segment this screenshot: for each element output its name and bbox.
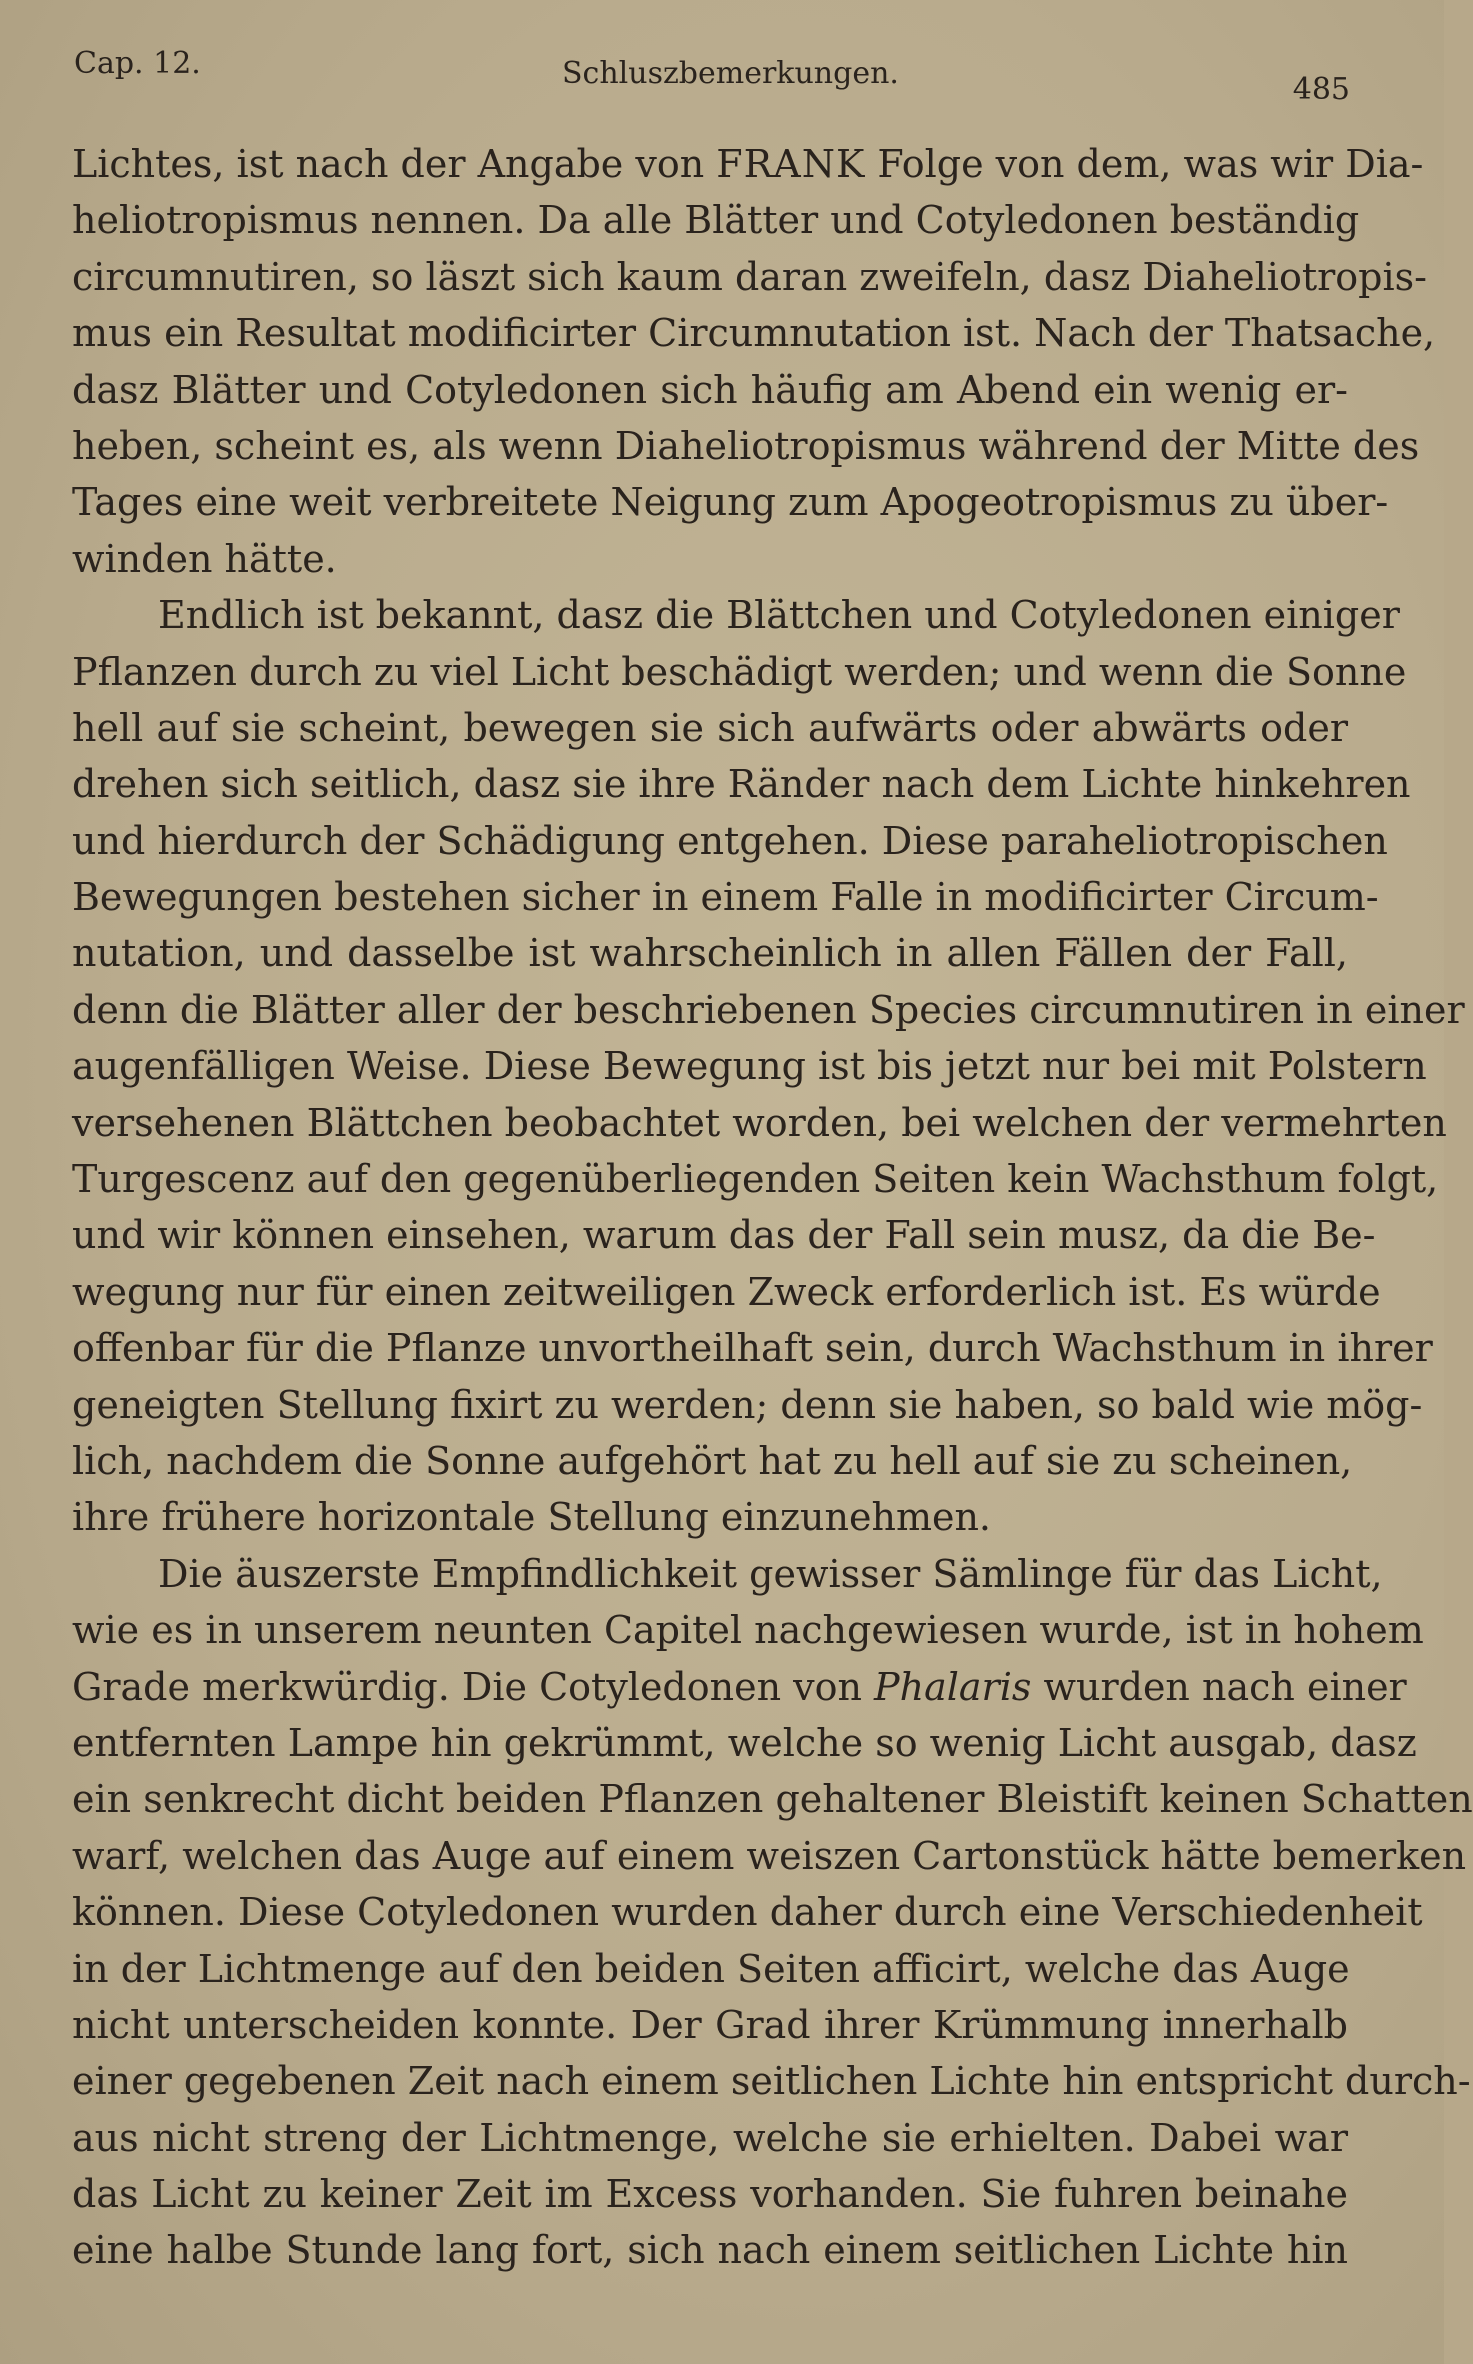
body-text: [72, 136, 1473, 2279]
text-line: Lichtes, ist nach der Angabe von FRANK Folge von dem, was wir Dia-: [72, 142, 1424, 186]
text-line: hell auf sie scheint, bewegen sie sich aufwärts oder abwärts oder: [72, 705, 1348, 750]
text-line: und hierdurch der Schädigung entgehen. Diese paraheliotropischen: [72, 818, 1388, 863]
text-line: circumnutiren, so läszt sich kaum daran zweifeln, dasz Diaheliotropis-: [72, 254, 1427, 299]
text-line: heliotropismus nennen. Da alle Blätter und Cotyledonen beständig: [72, 198, 1360, 243]
running-head: [74, 44, 1354, 107]
text-line: versehenen Blättchen beobachtet worden, bei welchen der vermehrten: [72, 1100, 1447, 1145]
text-line: und wir können einsehen, warum das der Fall sein musz, da die Be-: [72, 1213, 1376, 1258]
text-line: drehen sich seitlich, dasz sie ihre Ränder nach dem Lichte hinkehren: [72, 762, 1411, 807]
text-line: wie es in unserem neunten Capitel nachgewiesen wurde, ist in hohem: [72, 1608, 1424, 1653]
text-line: Grade merkwürdig. Die Cotyledonen von Phalaris wurden nach einer: [72, 1664, 1407, 1709]
text-line: nutation, und dasselbe ist wahrscheinlich in allen Fällen der Fall,: [72, 931, 1348, 976]
text-line: Endlich ist bekannt, dasz die Blättchen und Cotyledonen einiger: [158, 593, 1400, 638]
text-line: ein senkrecht dicht beiden Pflanzen gehaltener Bleistift keinen Schatten: [72, 1777, 1473, 1822]
text-line: in der Lichtmenge auf den beiden Seiten afficirt, welche das Auge: [72, 1946, 1350, 1991]
chapter-label: Cap. 12.: [74, 46, 201, 81]
text-line: aus nicht streng der Lichtmenge, welche sie erhielten. Dabei war: [72, 2115, 1348, 2160]
text-line: denn die Blätter aller der beschriebenen Species circumnutiren in einer: [72, 987, 1465, 1032]
page-number: 485: [1292, 72, 1350, 107]
text-line: Tages eine weit verbreitete Neigung zum Apogeotropismus zu über-: [72, 480, 1389, 525]
text-line: warf, welchen das Auge auf einem weiszen Cartonstück hätte bemerken: [72, 1833, 1467, 1878]
text-line: Turgescenz auf den gegenüberliegenden Seiten kein Wachsthum folgt,: [72, 1157, 1439, 1202]
text-line: wegung nur für einen zeitweiligen Zweck erforderlich ist. Es würde: [72, 1269, 1381, 1314]
text-line: dasz Blätter und Cotyledonen sich häufig am Abend ein wenig er-: [72, 367, 1348, 412]
text-line: heben, scheint es, als wenn Diaheliotropismus während der Mitte des: [72, 423, 1420, 468]
text-line: entfernten Lampe hin gekrümmt, welche so wenig Licht ausgab, dasz: [72, 1720, 1417, 1765]
text-line: Bewegungen bestehen sicher in einem Falle in modificirter Circum-: [72, 875, 1379, 920]
genus-name: Phalaris: [874, 1664, 1032, 1709]
text-line: offenbar für die Pflanze unvortheilhaft sein, durch Wachsthum in ihrer: [72, 1326, 1433, 1371]
text-line: das Licht zu keiner Zeit im Excess vorhanden. Sie fuhren beinahe: [72, 2172, 1348, 2217]
text-line: können. Diese Cotyledonen wurden daher durch eine Verschiedenheit: [72, 1890, 1423, 1935]
text-line: geneigten Stellung fixirt zu werden; denn sie haben, so bald wie mög-: [72, 1382, 1423, 1427]
text-line: Pflanzen durch zu viel Licht beschädigt werden; und wenn die Sonne: [72, 649, 1407, 694]
text-line: mus ein Resultat modificirter Circumnutation ist. Nach der Thatsache,: [72, 311, 1436, 356]
section-title: Schluszbemerkungen.: [562, 56, 899, 91]
text-line: Die äuszerste Empfindlichkeit gewisser Sämlinge für das Licht,: [158, 1551, 1383, 1596]
text-line: eine halbe Stunde lang fort, sich nach einem seitlichen Lichte hin: [72, 2228, 1348, 2273]
text-line: augenfälligen Weise. Diese Bewegung ist bis jetzt nur bei mit Polstern: [72, 1044, 1427, 1089]
text-line: lich, nachdem die Sonne aufgehört hat zu hell auf sie zu scheinen,: [72, 1438, 1353, 1483]
text-line: winden hätte.: [72, 536, 337, 581]
text-line: nicht unterscheiden konnte. Der Grad ihrer Krümmung innerhalb: [72, 2002, 1348, 2047]
text-line: einer gegebenen Zeit nach einem seitlichen Lichte hin entspricht durch-: [72, 2059, 1471, 2104]
author-name: FRANK: [716, 142, 866, 186]
text-line: ihre frühere horizontale Stellung einzunehmen.: [72, 1495, 992, 1540]
